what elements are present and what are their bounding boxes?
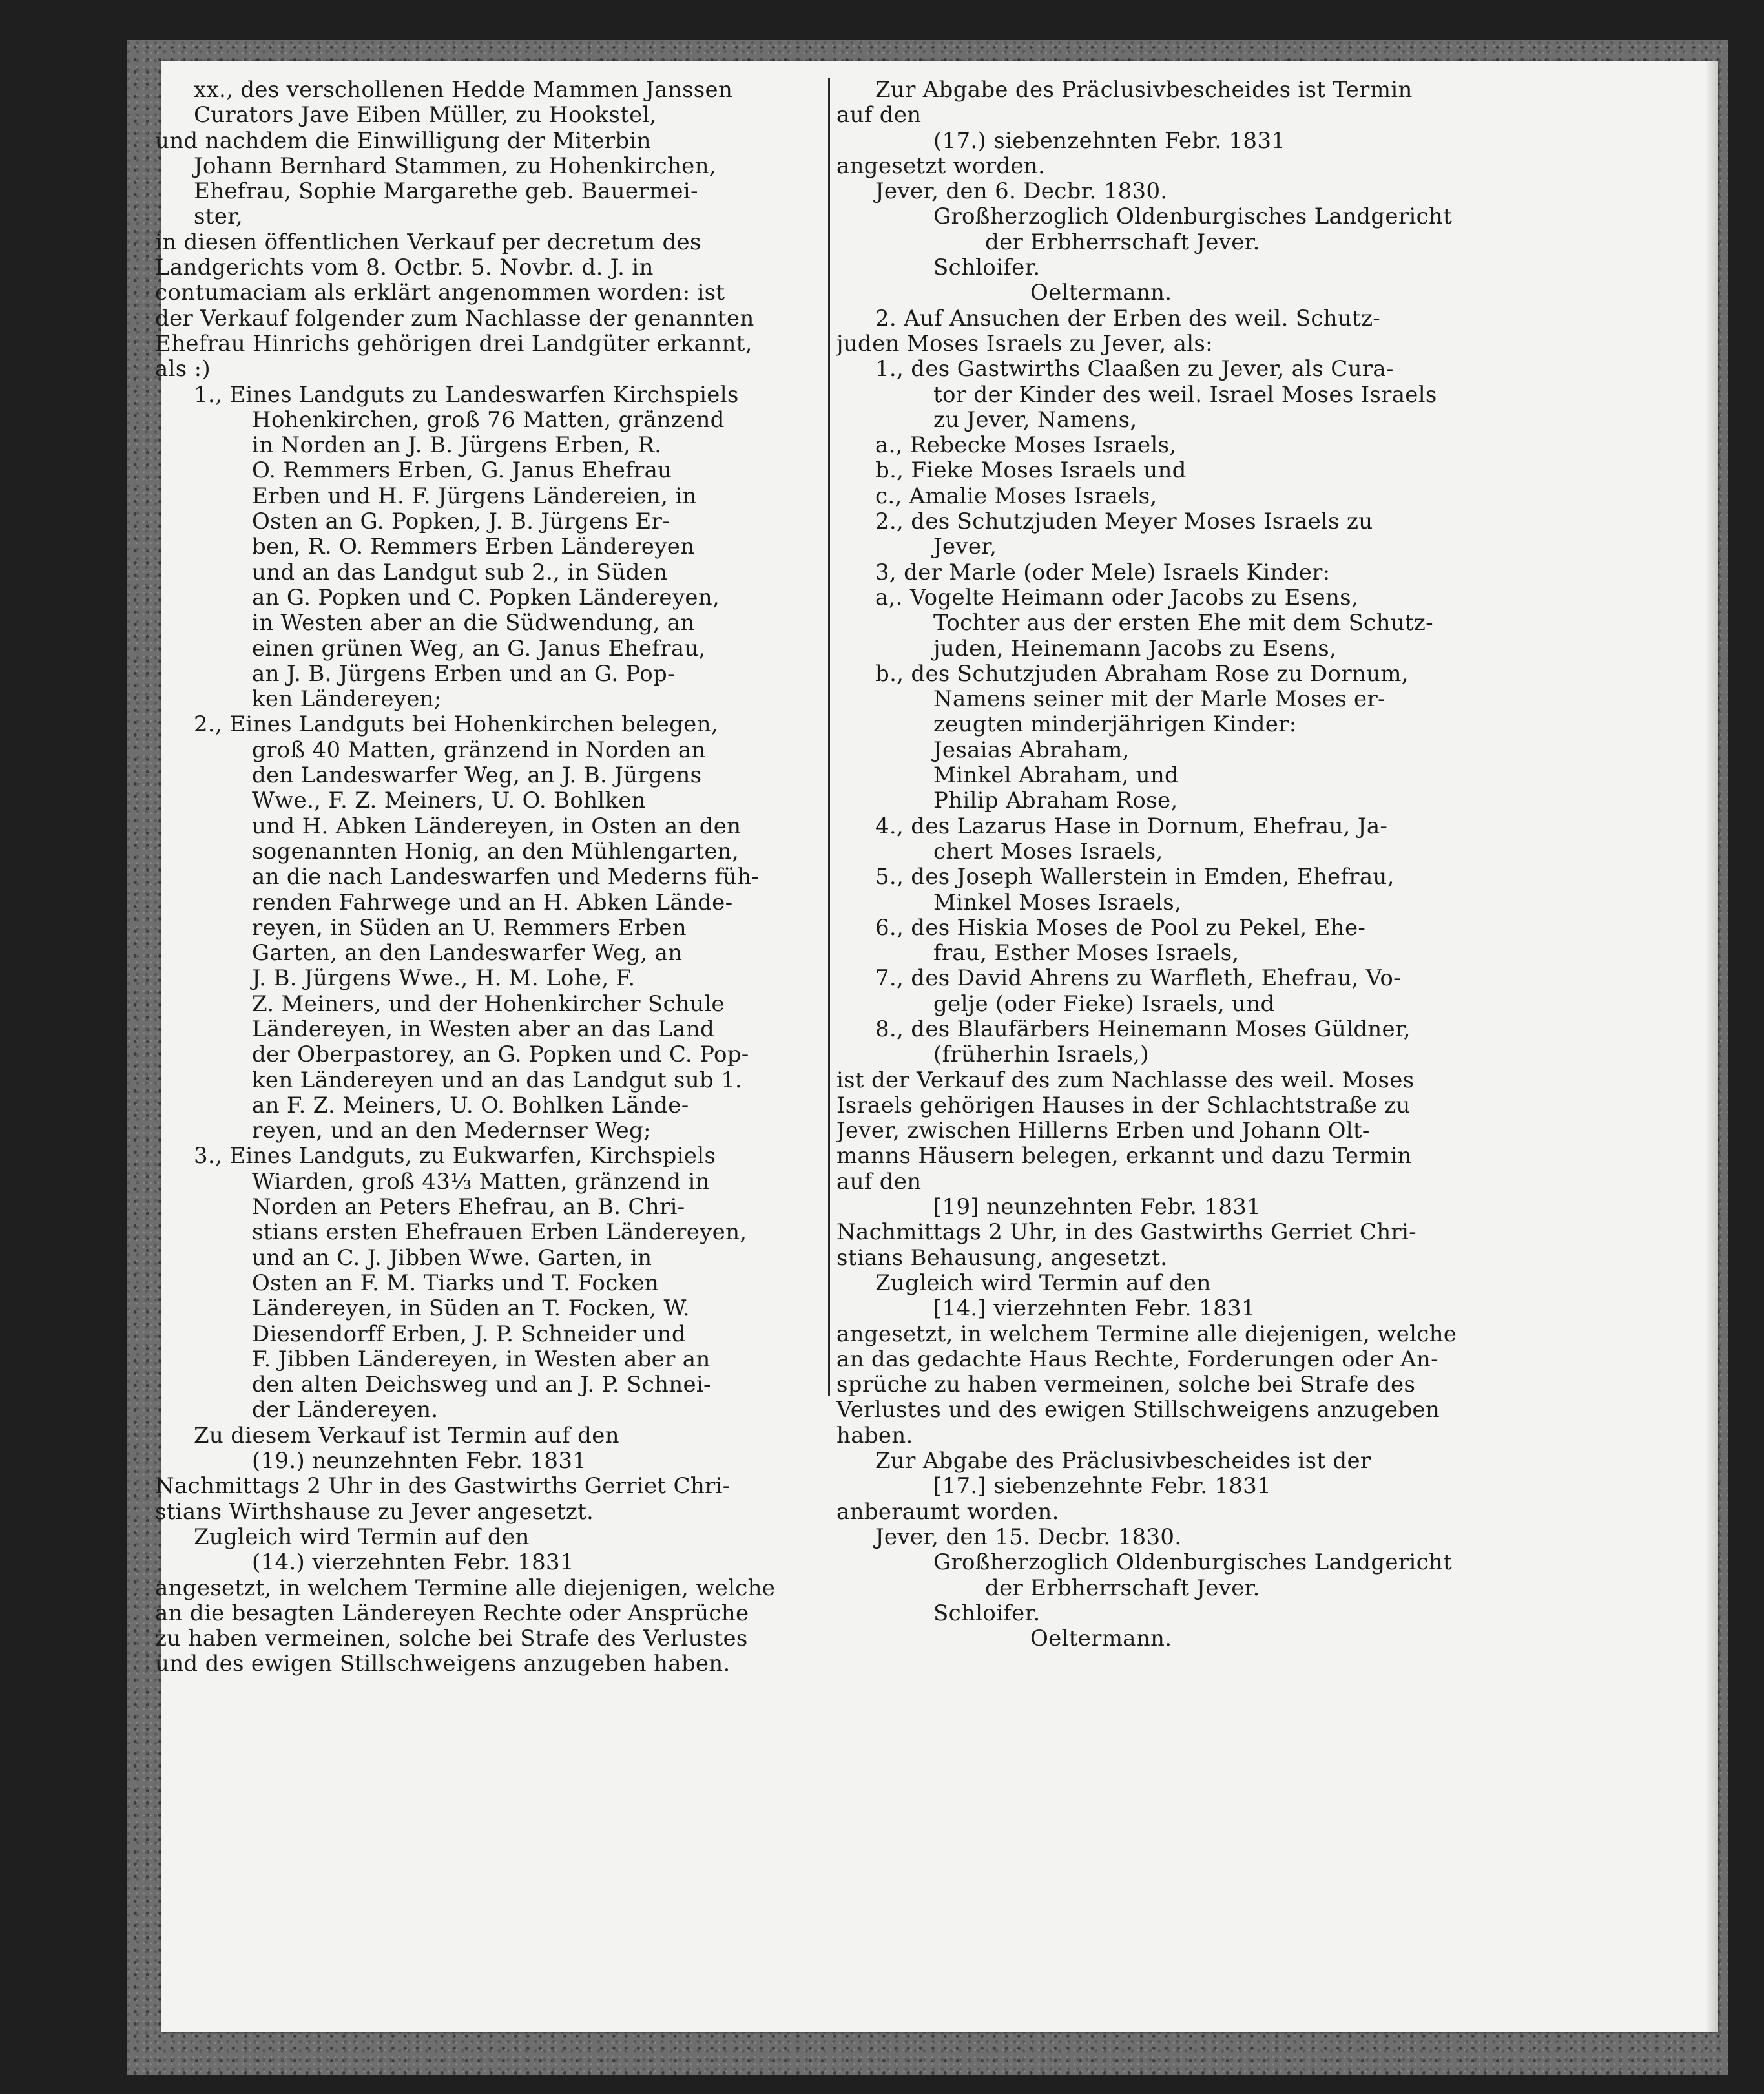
text-line: 7., des David Ahrens zu Warfleth, Ehefrau, Vo-: [875, 966, 1401, 992]
text-line: Landgerichts vom 8. Octbr. 5. Novbr. d. J. in: [155, 255, 654, 281]
left-column: [155, 78, 956, 1677]
text-line: Zugleich wird Termin auf den: [194, 1524, 530, 1550]
text-line: F. Jibben Ländereyen, in Westen aber an: [252, 1346, 711, 1372]
text-line: gelje (oder Fieke) Israels, und: [933, 991, 1275, 1017]
text-line: ken Ländereyen;: [252, 687, 442, 713]
text-line: den Landeswarfer Weg, an J. B. Jürgens: [252, 763, 702, 789]
text-line: Minkel Abraham, und: [933, 763, 1179, 789]
text-line: Schloifer.: [933, 1600, 1041, 1626]
text-line: (19.) neunzehnten Febr. 1831: [252, 1449, 587, 1474]
text-line: an die besagten Ländereyen Rechte oder Ansprüche: [155, 1600, 749, 1626]
text-line: Wwe., F. Z. Meiners, U. O. Bohlken: [252, 788, 646, 814]
text-line: an G. Popken und C. Popken Ländereyen,: [252, 585, 720, 611]
text-line: Wiarden, groß 43⅓ Matten, gränzend in: [252, 1169, 710, 1195]
text-line: (früherhin Israels,): [933, 1042, 1149, 1068]
text-line: Großherzoglich Oldenburgisches Landgericht: [933, 204, 1453, 230]
text-line: Curators Jave Eiben Müller, zu Hookstel,: [194, 103, 657, 129]
text-line: Namens seiner mit der Marle Moses er-: [933, 687, 1385, 713]
text-line: 5., des Joseph Wallerstein in Emden, Ehefrau,: [875, 864, 1395, 890]
text-line: Oeltermann.: [1030, 1626, 1172, 1652]
text-line: b., Fieke Moses Israels und: [875, 458, 1187, 484]
text-line: Zur Abgabe des Präclusivbescheides ist der: [875, 1449, 1371, 1474]
text-line: den alten Deichsweg und an J. P. Schnei-: [252, 1372, 711, 1398]
text-line: Z. Meiners, und der Hohenkircher Schule: [252, 991, 725, 1017]
text-line: der Verkauf folgender zum Nachlasse der genannten: [155, 306, 754, 331]
text-line: angesetzt, in welchem Termine alle diejenigen, welche: [836, 1321, 1457, 1347]
text-line: a., Rebecke Moses Israels,: [875, 433, 1177, 459]
text-line: chert Moses Israels,: [933, 839, 1163, 864]
text-line: 1., Eines Landguts zu Landeswarfen Kirchspiels: [194, 382, 739, 408]
text-line: und an C. J. Jibben Wwe. Garten, in: [252, 1245, 652, 1271]
text-line: Verlustes und des ewigen Stillschweigens anzugeben: [836, 1398, 1440, 1423]
text-line: [19] neunzehnten Febr. 1831: [933, 1195, 1261, 1220]
text-line: und H. Abken Ländereyen, in Osten an den: [252, 813, 742, 839]
text-line: und des ewigen Stillschweigens anzugeben haben.: [155, 1651, 731, 1677]
text-line: juden Moses Israels zu Jever, als:: [836, 331, 1213, 357]
text-line: Großherzoglich Oldenburgisches Landgericht: [933, 1550, 1453, 1576]
text-line: zu Jever, Namens,: [933, 407, 1137, 433]
text-line: stians ersten Ehefrauen Erben Ländereyen,: [252, 1220, 747, 1246]
text-line: Jever, zwischen Hillerns Erben und Johann Olt-: [836, 1118, 1370, 1144]
text-line: an die nach Landeswarfen und Mederns füh-: [252, 864, 760, 890]
text-line: 8., des Blaufärbers Heinemann Moses Güldner,: [875, 1016, 1411, 1042]
text-line: [14.] vierzehnten Febr. 1831: [933, 1296, 1256, 1322]
text-line: sprüche zu haben vermeinen, solche bei Strafe des: [836, 1372, 1416, 1398]
text-line: der Oberpastorey, an G. Popken und C. Pop-: [252, 1042, 749, 1068]
page-gutter-shadow: [1705, 61, 1718, 2032]
text-line: und an das Landgut sub 2., in Süden: [252, 560, 668, 585]
text-line: Israels gehörigen Hauses in der Schlachtstraße zu: [836, 1093, 1411, 1118]
text-line: Hohenkirchen, groß 76 Matten, gränzend: [252, 407, 725, 433]
text-line: der Ländereyen.: [252, 1398, 439, 1423]
text-line: in Norden an J. B. Jürgens Erben, R.: [252, 433, 662, 459]
text-line: Jever, den 15. Decbr. 1830.: [875, 1524, 1182, 1550]
text-line: an F. Z. Meiners, U. O. Bohlken Lände-: [252, 1093, 689, 1118]
text-line: 2., des Schutzjuden Meyer Moses Israels zu: [875, 509, 1373, 535]
text-line: angesetzt worden.: [836, 153, 1046, 179]
text-line: Osten an G. Popken, J. B. Jürgens Er-: [252, 509, 670, 535]
text-line: stians Behausung, angesetzt.: [836, 1245, 1168, 1271]
text-line: Zur Abgabe des Präclusivbescheides ist Termin: [875, 78, 1413, 103]
text-line: Zu diesem Verkauf ist Termin auf den: [194, 1423, 619, 1449]
text-line: Erben und H. F. Jürgens Ländereien, in: [252, 483, 697, 509]
text-line: xx., des verschollenen Hedde Mammen Janssen: [194, 78, 733, 103]
text-line: 2. Auf Ansuchen der Erben des weil. Schutz-: [875, 306, 1381, 331]
text-line: J. B. Jürgens Wwe., H. M. Lohe, F.: [252, 966, 636, 992]
right-column: [836, 78, 1657, 1651]
text-line: 3., Eines Landguts, zu Eukwarfen, Kirchspiels: [194, 1144, 716, 1169]
text-line: Jever,: [933, 534, 997, 560]
text-line: angesetzt, in welchem Termine alle diejenigen, welche: [155, 1575, 776, 1601]
text-line: manns Häusern belegen, erkannt und dazu Termin: [836, 1144, 1412, 1169]
text-line: Garten, an den Landeswarfer Weg, an: [252, 941, 683, 967]
text-line: Nachmittags 2 Uhr in des Gastwirths Gerriet Chri-: [155, 1474, 731, 1500]
text-line: reyen, und an den Medernser Weg;: [252, 1118, 651, 1144]
text-line: Tochter aus der ersten Ehe mit dem Schutz-: [933, 611, 1433, 636]
text-line: in diesen öffentlichen Verkauf per decretum des: [155, 229, 701, 255]
text-line: Ländereyen, in Westen aber an das Land: [252, 1016, 715, 1042]
text-line: Diesendorff Erben, J. P. Schneider und: [252, 1321, 686, 1347]
text-line: 4., des Lazarus Hase in Dornum, Ehefrau, Ja-: [875, 813, 1388, 839]
text-line: 2., Eines Landguts bei Hohenkirchen belegen,: [194, 712, 718, 738]
text-line: ist der Verkauf des zum Nachlasse des weil. Moses: [836, 1067, 1415, 1093]
text-line: Ehefrau, Sophie Margarethe geb. Bauermei-: [194, 179, 698, 205]
text-line: reyen, in Süden an U. Remmers Erben: [252, 915, 687, 941]
text-line: a,. Vogelte Heimann oder Jacobs zu Esens,: [875, 585, 1359, 611]
text-line: anberaumt worden.: [836, 1499, 1059, 1525]
text-line: Osten an F. M. Tiarks und T. Focken: [252, 1270, 659, 1296]
text-line: auf den: [836, 103, 922, 129]
text-line: 3, der Marle (oder Mele) Israels Kinder:: [875, 560, 1331, 585]
text-line: Ehefrau Hinrichs gehörigen drei Landgüter erkannt,: [155, 331, 752, 357]
text-line: Schloifer.: [933, 255, 1041, 281]
text-line: zeugten minderjährigen Kinder:: [933, 712, 1297, 738]
text-line: Jever, den 6. Decbr. 1830.: [875, 179, 1168, 205]
text-line: ben, R. O. Remmers Erben Ländereyen: [252, 534, 695, 560]
text-line: b., des Schutzjuden Abraham Rose zu Dornum,: [875, 661, 1409, 687]
text-line: c., Amalie Moses Israels,: [875, 483, 1157, 509]
text-line: 6., des Hiskia Moses de Pool zu Pekel, Ehe-: [875, 915, 1366, 941]
text-line: Jesaias Abraham,: [933, 737, 1130, 763]
text-line: als :): [155, 357, 211, 382]
text-line: renden Fahrwege und an H. Abken Lände-: [252, 890, 733, 916]
text-line: sogenannten Honig, an den Mühlengarten,: [252, 839, 740, 864]
text-line: an J. B. Jürgens Erben und an G. Pop-: [252, 661, 675, 687]
text-line: (14.) vierzehnten Febr. 1831: [252, 1550, 574, 1576]
text-line: einen grünen Weg, an G. Janus Ehefrau,: [252, 636, 706, 662]
text-line: zu haben vermeinen, solche bei Strafe des Verlustes: [155, 1626, 748, 1652]
text-line: juden, Heinemann Jacobs zu Esens,: [933, 636, 1337, 662]
text-line: haben.: [836, 1423, 913, 1449]
text-line: [17.] siebenzehnte Febr. 1831: [933, 1474, 1272, 1500]
text-line: ken Ländereyen und an das Landgut sub 1.: [252, 1067, 743, 1093]
text-line: an das gedachte Haus Rechte, Forderungen oder An-: [836, 1346, 1438, 1372]
text-line: Zugleich wird Termin auf den: [875, 1270, 1211, 1296]
text-line: (17.) siebenzehnten Febr. 1831: [933, 128, 1286, 154]
text-line: und nachdem die Einwilligung der Miterbin: [155, 128, 651, 154]
text-line: O. Remmers Erben, G. Janus Ehefrau: [252, 458, 672, 484]
text-line: Nachmittags 2 Uhr, in des Gastwirths Gerriet Chri-: [836, 1220, 1416, 1246]
text-line: stians Wirthshause zu Jever angesetzt.: [155, 1499, 594, 1525]
text-line: in Westen aber an die Südwendung, an: [252, 611, 695, 636]
text-line: Johann Bernhard Stammen, zu Hohenkirchen,: [194, 153, 716, 179]
text-line: der Erbherrschaft Jever.: [985, 1575, 1260, 1601]
text-line: Philip Abraham Rose,: [933, 788, 1178, 814]
text-line: Norden an Peters Ehefrau, an B. Chri-: [252, 1195, 685, 1220]
text-line: der Erbherrschaft Jever.: [985, 229, 1260, 255]
text-line: groß 40 Matten, gränzend in Norden an: [252, 737, 706, 763]
text-line: auf den: [836, 1169, 922, 1195]
text-line: contumaciam als erklärt angenommen worden: ist: [155, 280, 725, 306]
text-line: Oeltermann.: [1030, 280, 1172, 306]
text-line: ster,: [194, 204, 244, 230]
text-line: tor der Kinder des weil. Israel Moses Israels: [933, 382, 1437, 408]
text-line: Ländereyen, in Süden an T. Focken, W.: [252, 1296, 690, 1322]
text-line: 1., des Gastwirths Claaßen zu Jever, als Cura-: [875, 357, 1394, 382]
text-line: frau, Esther Moses Israels,: [933, 941, 1240, 967]
text-line: Minkel Moses Israels,: [933, 890, 1182, 916]
